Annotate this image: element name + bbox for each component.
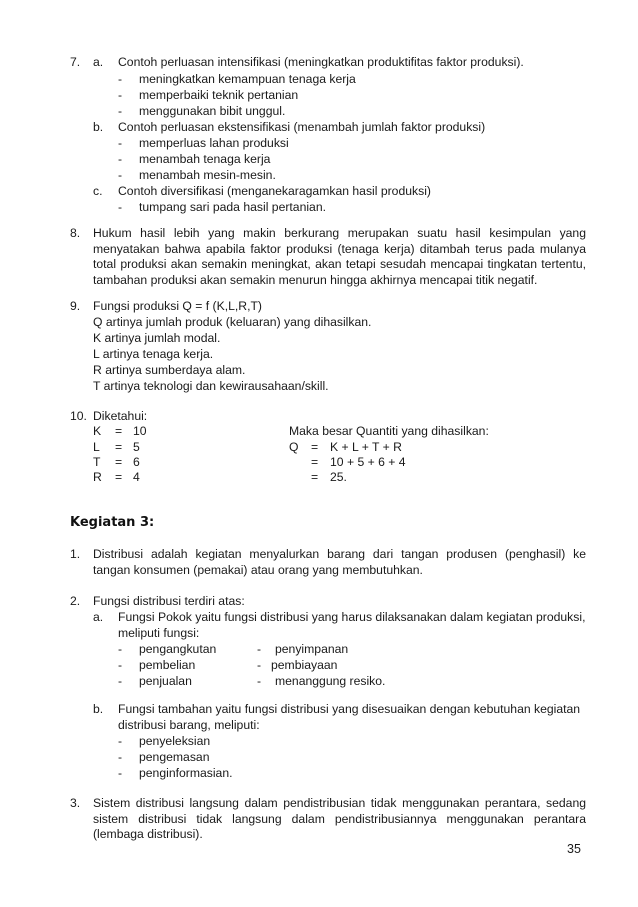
result-expr: K + L + T + R: [330, 440, 402, 454]
given-var: L: [93, 440, 100, 454]
given-var: T: [93, 455, 101, 469]
given-var: R: [93, 470, 102, 484]
q10-number: 10.: [70, 409, 87, 423]
bullet-dash: -: [118, 658, 123, 672]
bullet-dash: -: [118, 104, 123, 118]
q8-line: tambahan produksi akan semakin menurun hingga akhirnya mencapai titik negatif.: [93, 272, 538, 287]
bullet-dash: -: [118, 750, 123, 764]
q9-number: 9.: [70, 299, 81, 313]
k1-number: 1.: [70, 547, 81, 561]
k2a-line: meliputi fungsi:: [118, 626, 200, 640]
k2b-line: Fungsi tambahan yaitu fungsi distribusi yang disesuaikan dengan kebutuhan kegiatan: [118, 702, 581, 716]
q9-line: Q artinya jumlah produk (keluaran) yang dihasilkan.: [93, 315, 372, 329]
q7c-text: Contoh diversifikasi (menganekaragamkan hasil produksi): [118, 184, 431, 198]
given-val: 10: [133, 424, 147, 438]
result-var: Q: [289, 440, 299, 454]
q7b-item: menambah tenaga kerja: [139, 152, 271, 166]
k2b-item: pengemasan: [139, 750, 210, 764]
k1-paragraph: [93, 547, 586, 578]
given-eq: =: [115, 440, 123, 454]
q7-number: 7.: [70, 55, 81, 69]
q9-line: K artinya jumlah modal.: [93, 331, 221, 345]
bullet-dash: -: [257, 658, 262, 672]
q9-line: R artinya sumberdaya alam.: [93, 363, 246, 377]
k2a-left-item: pengangkutan: [139, 642, 217, 656]
q10-label: Diketahui:: [93, 409, 148, 423]
section-heading: Kegiatan 3:: [70, 515, 155, 530]
bullet-dash: -: [118, 674, 123, 688]
q7a-text: Contoh perluasan intensifikasi (meningkatkan produktifitas faktor produksi).: [118, 55, 524, 69]
q7c-marker: c.: [93, 184, 103, 198]
k2b-item: penginformasian.: [139, 766, 233, 780]
k2-number: 2.: [70, 594, 81, 608]
bullet-dash: -: [118, 136, 123, 150]
given-val: 6: [133, 455, 140, 469]
k2b-marker: b.: [93, 702, 104, 716]
result-eq: =: [311, 455, 319, 469]
bullet-dash: -: [118, 88, 123, 102]
bullet-dash: -: [118, 152, 123, 166]
k2a-right-item: pembiayaan: [271, 658, 338, 672]
q7b-item: menambah mesin-mesin.: [139, 168, 276, 182]
given-val: 4: [133, 470, 140, 484]
q9-line: L artinya tenaga kerja.: [93, 347, 214, 361]
page-number: 35: [567, 842, 581, 856]
q7a-item: meningkatkan kemampuan tenaga kerja: [139, 72, 356, 86]
bullet-dash: -: [118, 734, 123, 748]
k2a-right-item: menanggung resiko.: [275, 674, 386, 688]
k2-text: Fungsi distribusi terdiri atas:: [93, 594, 245, 608]
k2a-line: Fungsi Pokok yaitu fungsi distribusi yang harus dilaksanakan dalam kegiatan produksi,: [118, 610, 586, 624]
q7a-marker: a.: [93, 55, 104, 69]
q7c-item: tumpang sari pada hasil pertanian.: [139, 200, 326, 214]
k3-line: (lembaga distribusi).: [93, 827, 203, 841]
q8-number: 8.: [70, 226, 81, 240]
result-eq: =: [311, 440, 319, 454]
k3-line: Sistem distribusi langsung dalam pendistribusian tidak menggunakan perantara, sedang: [93, 796, 586, 810]
q9-line: Fungsi produksi Q = f (K,L,R,T): [93, 299, 262, 313]
k3-number: 3.: [70, 796, 81, 810]
result-expr: 10 + 5 + 6 + 4: [330, 455, 406, 469]
q7b-text: Contoh perluasan ekstensifikasi (menambah jumlah faktor produksi): [118, 120, 486, 134]
q8-line: menyatakan bahwa apabila faktor produksi (tenaga kerja) ditambah terus pada mulanya: [93, 241, 586, 256]
k2b-item: penyeleksian: [139, 734, 211, 748]
k2b-line: distribusi barang, meliputi:: [118, 718, 260, 732]
q8-paragraph: [93, 226, 586, 288]
k1-line: tangan konsumen (pemakai) atau orang yang membutuhkan.: [93, 562, 423, 577]
k2a-left-item: penjualan: [139, 674, 192, 688]
bullet-dash: -: [257, 674, 262, 688]
bullet-dash: -: [257, 642, 262, 656]
given-eq: =: [115, 470, 123, 484]
bullet-dash: -: [118, 642, 123, 656]
given-val: 5: [133, 440, 140, 454]
given-eq: =: [115, 424, 123, 438]
q7b-item: memperluas lahan produksi: [139, 136, 289, 150]
bullet-dash: -: [118, 168, 123, 182]
k3-line: sistem distribusi tidak langsung dalam pendistribusiannya menggunakan perantara: [93, 811, 586, 826]
bullet-dash: -: [118, 200, 123, 214]
q8-line: total produksi akan semakin meningkat, akan tetapi sesudah mencapai tingkatan tertentu,: [93, 257, 586, 271]
k2a-marker: a.: [93, 610, 104, 624]
k1-line: Distribusi adalah kegiatan menyalurkan barang dari tangan produsen (penghasil) ke: [93, 547, 586, 561]
q7a-item: menggunakan bibit unggul.: [139, 104, 286, 118]
q8-line: Hukum hasil lebih yang makin berkurang merupakan suatu hasil kesimpulan yang: [93, 226, 586, 240]
q9-line: T artinya teknologi dan kewirausahaan/skill.: [93, 379, 329, 393]
bullet-dash: -: [118, 72, 123, 86]
k3-paragraph: [93, 796, 586, 843]
k2a-right-item: penyimpanan: [275, 642, 349, 656]
result-eq: =: [311, 470, 319, 484]
q7a-item: memperbaiki teknik pertanian: [139, 88, 299, 102]
k2a-left-item: pembelian: [139, 658, 196, 672]
bullet-dash: -: [118, 766, 123, 780]
result-expr: 25.: [330, 470, 347, 484]
given-var: K: [93, 424, 102, 438]
q10-result-label: Maka besar Quantiti yang dihasilkan:: [289, 424, 489, 438]
q7b-marker: b.: [93, 120, 104, 134]
given-eq: =: [115, 455, 123, 469]
